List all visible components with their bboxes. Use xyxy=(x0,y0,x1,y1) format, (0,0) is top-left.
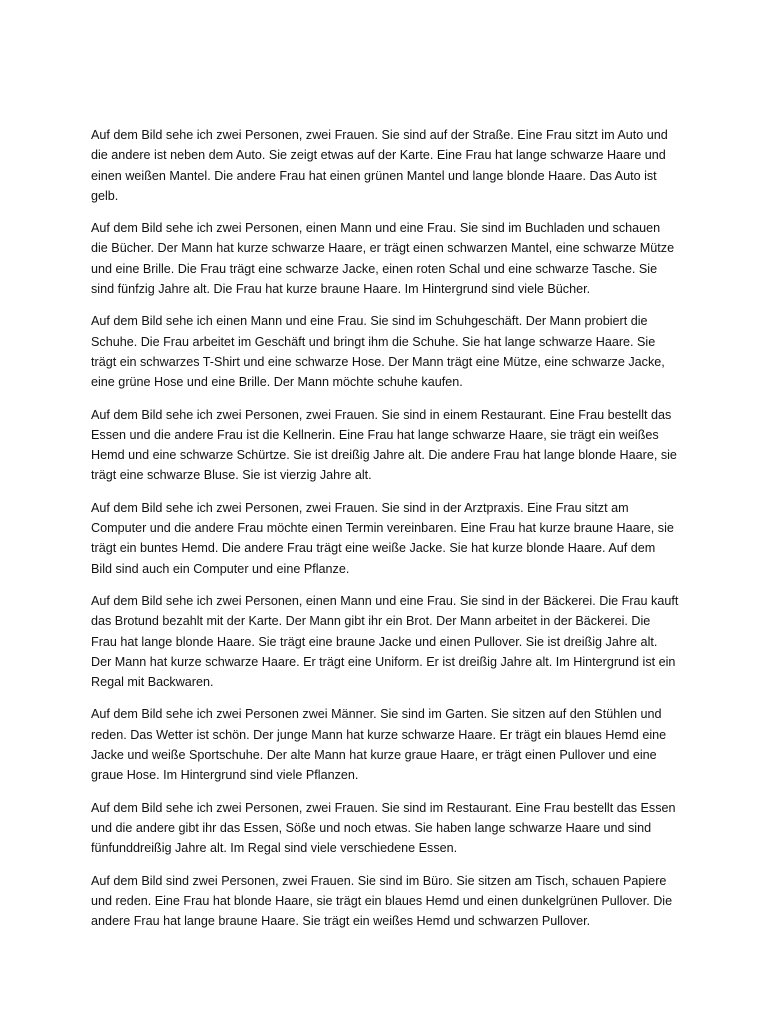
paragraph: Auf dem Bild sehe ich zwei Personen, einen Mann und eine Frau. Sie sind in der Bäckerei. Die Frau kauft das Brotund bezahlt mit der Karte. Der Mann gibt ihr ein Brot. Der Mann arbeitet in der Bäckerei. Die Frau hat lange blonde Haare. Sie trägt eine braune Jacke und einen Pullover. Sie ist dreißig Jahre alt. Der Mann hat kurze schwarze Haare. Er trägt eine Uniform. Er ist dreißig Jahre alt. Im Hintergrund ist ein Regal mit Backwaren. xyxy=(91,593,679,690)
paragraph: Auf dem Bild sehe ich einen Mann und eine Frau. Sie sind im Schuhgeschäft. Der Mann probiert die Schuhe. Die Frau arbeitet im Geschäft und bringt ihm die Schuhe. Sie hat lange schwarze Haare. Sie trägt ein schwarzes T-Shirt und eine schwarze Hose. Der Mann trägt eine Mütze, eine schwarze Jacke, eine grüne Hose und eine Brille. Der Mann möchte schuhe kaufen. xyxy=(91,314,665,390)
paragraph: Auf dem Bild sehe ich zwei Personen, einen Mann und eine Frau. Sie sind im Buchladen und schauen die Bücher. Der Mann hat kurze schwarze Haare, er trägt einen schwarzen Mantel, eine schwarze Mütze und eine Brille. Die Frau trägt eine schwarze Jacke, einen roten Schal und eine schwarze Tasche. Sie sind fünfzig Jahre alt. Die Frau hat kurze braune Haare. Im Hintergrund sind viele Bücher. xyxy=(91,221,675,297)
paragraph: Auf dem Bild sehe ich zwei Personen zwei Männer. Sie sind im Garten. Sie sitzen auf den Stühlen und reden. Das Wetter ist schön. Der junge Mann hat kurze schwarze Haare. Er trägt ein blaues Hemd eine Jacke und weiße Sportschuhe. Der alte Mann hat kurze graue Haare, er trägt einen Pullover und eine graue Hose. Im Hintergrund sind viele Pflanzen. xyxy=(91,707,667,783)
paragraph: Auf dem Bild sehe ich zwei Personen, zwei Frauen. Sie sind im Restaurant. Eine Frau bestellt das Essen und die andere gibt ihr das Essen, Söße und noch etwas. Sie haben lange schwarze Haare und sind fünfunddreißig Jahre alt. Im Regal sind viele verschiedene Essen. xyxy=(91,800,676,856)
paragraph: Auf dem Bild sind zwei Personen, zwei Frauen. Sie sind im Büro. Sie sitzen am Tisch, schauen Papiere und reden. Eine Frau hat blonde Haare, sie trägt ein blaues Hemd und einen dunkelgrünen Pullover. Die andere Frau hat lange braune Haare. Sie trägt ein weißes Hemd und schwarzen Pullover. xyxy=(91,873,673,929)
document-body xyxy=(91,125,679,943)
paragraph: Auf dem Bild sehe ich zwei Personen, zwei Frauen. Sie sind in der Arztpraxis. Eine Frau sitzt am Computer und die andere Frau möchte einen Termin vereinbaren. Eine Frau hat kurze braune Haare, sie trägt ein buntes Hemd. Die andere Frau trägt eine weiße Jacke. Sie hat kurze blonde Haare. Auf dem Bild sind auch ein Computer und eine Pflanze. xyxy=(91,500,674,576)
paragraph: Auf dem Bild sehe ich zwei Personen, zwei Frauen. Sie sind auf der Straße. Eine Frau sitzt im Auto und die andere ist neben dem Auto. Sie zeigt etwas auf der Karte. Eine Frau hat lange schwarze Haare und einen weißen Mantel. Die andere Frau hat einen grünen Mantel und lange blonde Haare. Das Auto ist gelb. xyxy=(91,128,668,203)
paragraph: Auf dem Bild sehe ich zwei Personen, zwei Frauen. Sie sind in einem Restaurant. Eine Frau bestellt das Essen und die andere Frau ist die Kellnerin. Eine Frau hat lange schwarze Haare, sie trägt ein weißes Hemd und eine schwarze Schürtze. Sie ist dreißig Jahre alt. Die andere Frau hat lange blonde Haare, sie trägt eine schwarze Bluse. Sie ist vierzig Jahre alt. xyxy=(91,407,677,483)
